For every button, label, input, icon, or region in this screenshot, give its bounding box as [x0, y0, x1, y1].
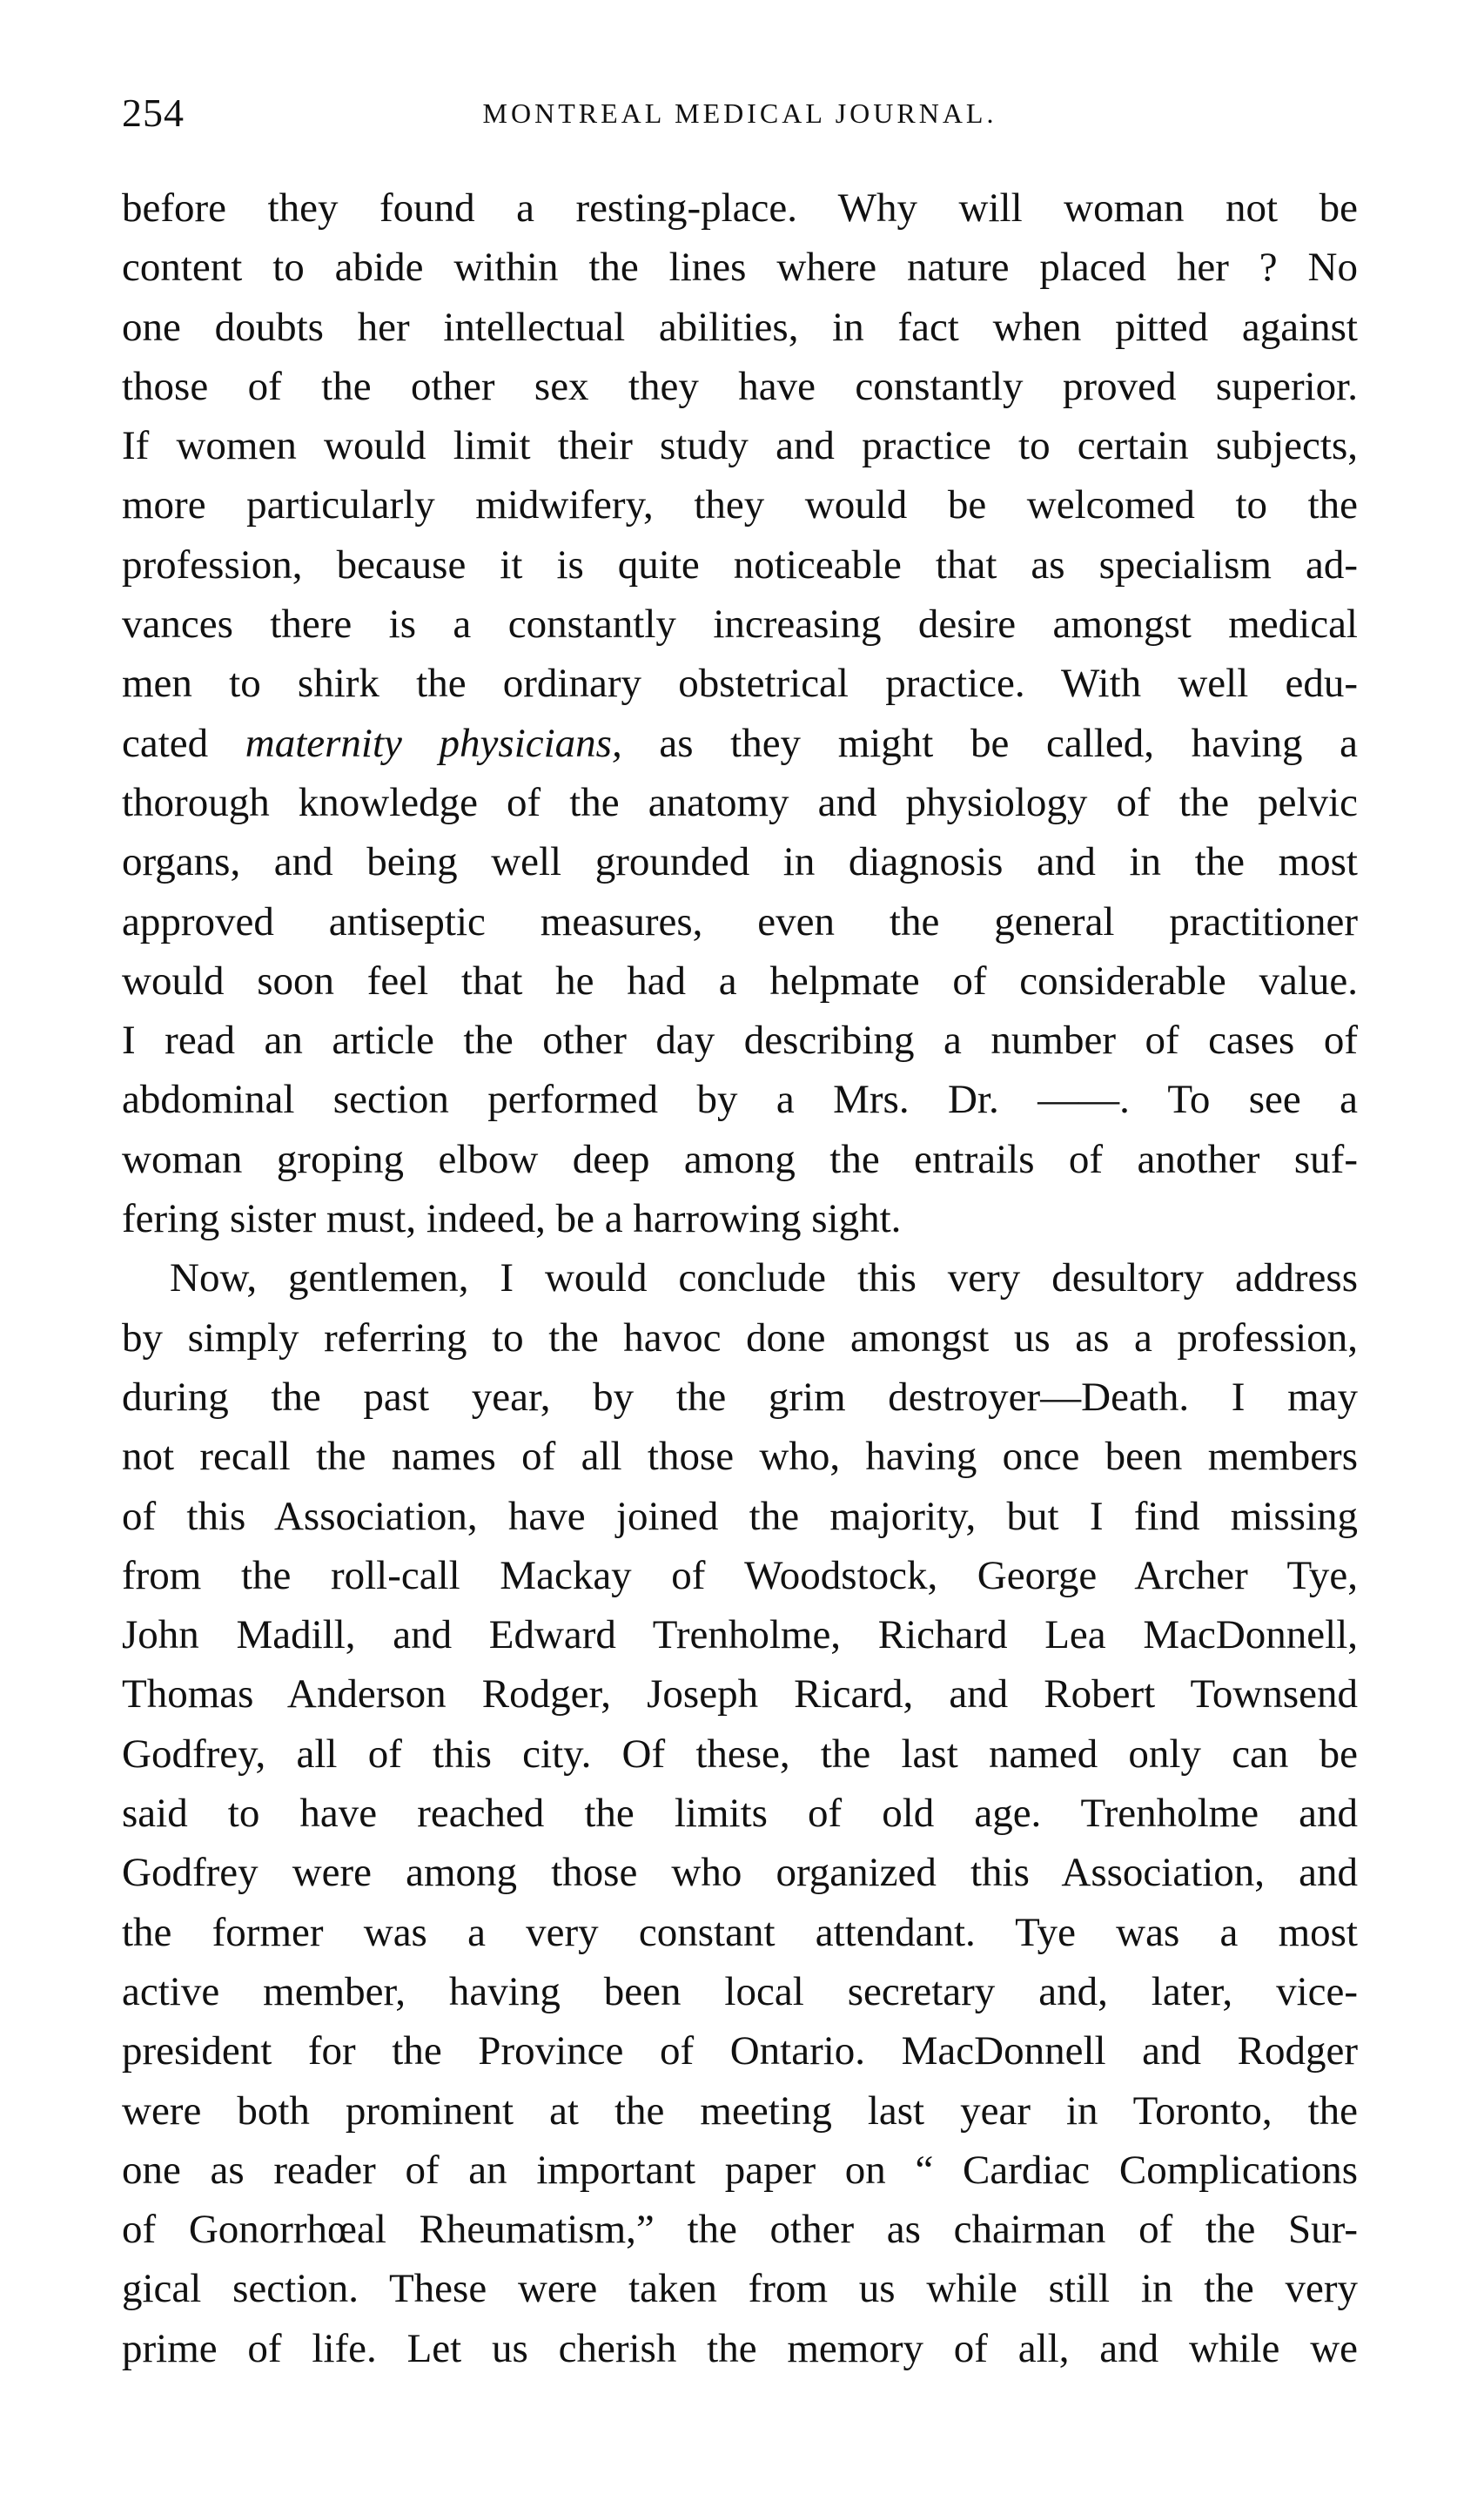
text-line: one doubts her intellectual abilities, in fact when pitted against — [122, 304, 1358, 350]
text-line: of Gonorrhœal Rheumatism,” the other as chairman of the Sur- — [122, 2207, 1358, 2253]
text-segment: as they might be called, having a — [621, 720, 1358, 766]
text-line: I read an article the other day describing a number of cases of — [122, 1018, 1358, 1064]
text-line: Thomas Anderson Rodger, Joseph Ricard, and Robert Townsend — [122, 1671, 1358, 1718]
text-line: vances there is a constantly increasing desire amongst medical — [122, 602, 1358, 648]
text-line: content to abide within the lines where nature placed her ? No — [122, 245, 1358, 291]
text-line: would soon feel that he had a helpmate of considerable value. — [122, 958, 1358, 1004]
text-line: active member, having been local secretary and, later, vice- — [122, 1968, 1358, 2014]
text-line: If women would limit their study and practice to certain subjects, — [122, 423, 1358, 469]
text-line: woman groping elbow deep among the entrails of another suf- — [122, 1136, 1358, 1182]
text-line: were both prominent at the meeting last year in Toronto, the — [122, 2087, 1358, 2134]
text-line: Now, gentlemen, I would conclude this very desultory address — [170, 1255, 1358, 1301]
text-line: approved antiseptic measures, even the general practitioner — [122, 898, 1358, 944]
text-line: from the roll-call Mackay of Woodstock, George Archer Tye, — [122, 1552, 1358, 1598]
text-line: not recall the names of all those who, having once been members — [122, 1434, 1358, 1480]
text-line: prime of life. Let us cherish the memory of all, and while we — [122, 2325, 1358, 2371]
text-line: before they found a resting-place. Why will woman not be — [122, 185, 1358, 231]
text-line: profession, because it is quite noticeable that as specialism ad- — [122, 541, 1358, 588]
text-line: John Madill, and Edward Trenholme, Richard Lea MacDonnell, — [122, 1612, 1358, 1658]
text-line: during the past year, by the grim destroyer—Death. I may — [122, 1374, 1358, 1420]
text-line: said to have reached the limits of old age. Trenholme and — [122, 1791, 1358, 1837]
text-line: gical section. These were taken from us while still in the very — [122, 2266, 1358, 2312]
text-line: organs, and being well grounded in diagnosis and in the most — [122, 839, 1358, 885]
running-head: MONTREAL MEDICAL JOURNAL. — [482, 97, 997, 129]
text-line: president for the Province of Ontario. MacDonnell and Rodger — [122, 2028, 1358, 2074]
text-line: by simply referring to the havoc done amongst us as a profession, — [122, 1314, 1358, 1361]
page-header — [122, 87, 1358, 139]
text-line: Godfrey were among those who organized this Association, and — [122, 1850, 1358, 1896]
italic-phrase: maternity physicians, — [245, 720, 622, 766]
text-segment: cated — [122, 720, 245, 766]
body-text — [122, 178, 1358, 2378]
text-line: one as reader of an important paper on “ Cardiac Complications — [122, 2147, 1358, 2193]
text-line: of this Association, have joined the majority, but I find missing — [122, 1493, 1358, 1539]
page-number: 254 — [122, 91, 185, 135]
text-line: thorough knowledge of the anatomy and physiology of the pelvic — [122, 779, 1358, 825]
text-line: more particularly midwifery, they would be welcomed to the — [122, 482, 1358, 528]
text-line: those of the other sex they have constantly proved superior. — [122, 363, 1358, 409]
text-line: the former was a very constant attendant. Tye was a most — [122, 1909, 1358, 1955]
text-line — [122, 714, 1358, 773]
text-line: Godfrey, all of this city. Of these, the last named only can be — [122, 1731, 1358, 1777]
text-line: abdominal section performed by a Mrs. Dr. ——. To see a — [122, 1077, 1358, 1123]
text-line: men to shirk the ordinary obstetrical practice. With well edu- — [122, 661, 1358, 707]
text-line: fering sister must, indeed, be a harrowing sight. — [122, 1196, 902, 1242]
